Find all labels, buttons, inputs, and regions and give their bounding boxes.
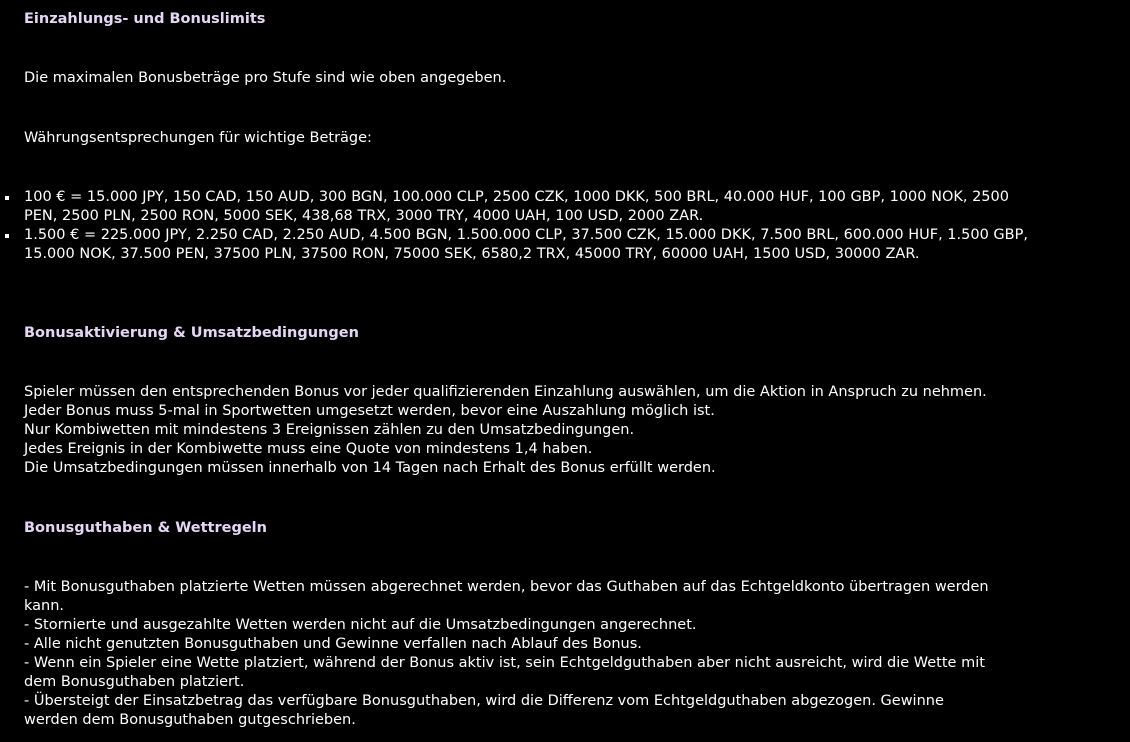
betting-rule-line: kann.: [24, 598, 65, 614]
limits-intro-text: Die maximalen Bonusbeträge pro Stufe sind wie oben angegeben.: [24, 70, 507, 86]
list-item-line: 1.500 € = 225.000 JPY, 2.250 CAD, 2.250 AUD, 4.500 BGN, 1.500.000 CLP, 37.500 CZK, 15.000 DKK, 7.500 BRL, 600.000 HUF, 1.500 GBP,: [24, 227, 1028, 243]
bullet-square-icon: [5, 196, 9, 200]
betting-rule-line: werden dem Bonusguthaben gutgeschrieben.: [24, 712, 356, 728]
betting-rule-line: - Mit Bonusguthaben platzierte Wetten müssen abgerechnet werden, bevor das Guthaben auf das Echtgeldkonto übertragen werden: [24, 579, 989, 595]
currency-equivalents-list: [24, 188, 1120, 264]
list-item-line: 15.000 NOK, 37.500 PEN, 37500 PLN, 37500 RON, 75000 SEK, 6580,2 TRX, 45000 TRY, 60000 UAH, 1500 USD, 30000 ZAR.: [24, 246, 920, 262]
currency-intro-text: Währungsentsprechungen für wichtige Beträge:: [24, 130, 372, 146]
betting-rule-line: - Wenn ein Spieler eine Wette platziert, während der Bonus aktiv ist, sein Echtgeldguthaben aber nicht ausreicht, wird die Wette mit: [24, 655, 985, 671]
list-item-line: 100 € = 15.000 JPY, 150 CAD, 150 AUD, 300 BGN, 100.000 CLP, 2500 CZK, 1000 DKK, 500 BRL, 40.000 HUF, 100 GBP, 1000 NOK, 2500: [24, 189, 1009, 205]
betting-rules-text: [24, 578, 1120, 730]
activation-line: Die Umsatzbedingungen müssen innerhalb von 14 Tagen nach Erhalt des Bonus erfüllt werden.: [24, 460, 716, 476]
activation-line: Jedes Ereignis in der Kombiwette muss eine Quote von mindestens 1,4 haben.: [24, 441, 593, 457]
activation-line: Jeder Bonus muss 5-mal in Sportwetten umgesetzt werden, bevor eine Auszahlung möglich ist.: [24, 403, 715, 419]
list-item-line: PEN, 2500 PLN, 2500 RON, 5000 SEK, 438,68 TRX, 3000 TRY, 4000 UAH, 100 USD, 2000 ZAR.: [24, 208, 704, 224]
section-heading-limits: Einzahlungs- und Bonuslimits: [24, 11, 266, 27]
betting-rule-line: - Stornierte und ausgezahlte Wetten werden nicht auf die Umsatzbedingungen angerechnet.: [24, 617, 697, 633]
section-heading-betting-rules: Bonusguthaben & Wettregeln: [24, 520, 267, 536]
section-heading-activation: Bonusaktivierung & Umsatzbedingungen: [24, 325, 359, 341]
list-item: [24, 188, 1120, 226]
bullet-square-icon: [5, 234, 9, 238]
betting-rule-line: - Übersteigt der Einsatzbetrag das verfügbare Bonusguthaben, wird die Differenz vom Echtgeldguthaben abgezogen. Gewinne: [24, 693, 944, 709]
list-item: [24, 226, 1120, 264]
activation-text: [24, 383, 1120, 478]
betting-rule-line: dem Bonusguthaben platziert.: [24, 674, 245, 690]
activation-line: Nur Kombiwetten mit mindestens 3 Ereignissen zählen zu den Umsatzbedingungen.: [24, 422, 635, 438]
activation-line: Spieler müssen den entsprechenden Bonus vor jeder qualifizierenden Einzahlung auswählen, um die Aktion in Anspruch zu nehmen.: [24, 384, 987, 400]
betting-rule-line: - Alle nicht genutzten Bonusguthaben und Gewinne verfallen nach Ablauf des Bonus.: [24, 636, 642, 652]
